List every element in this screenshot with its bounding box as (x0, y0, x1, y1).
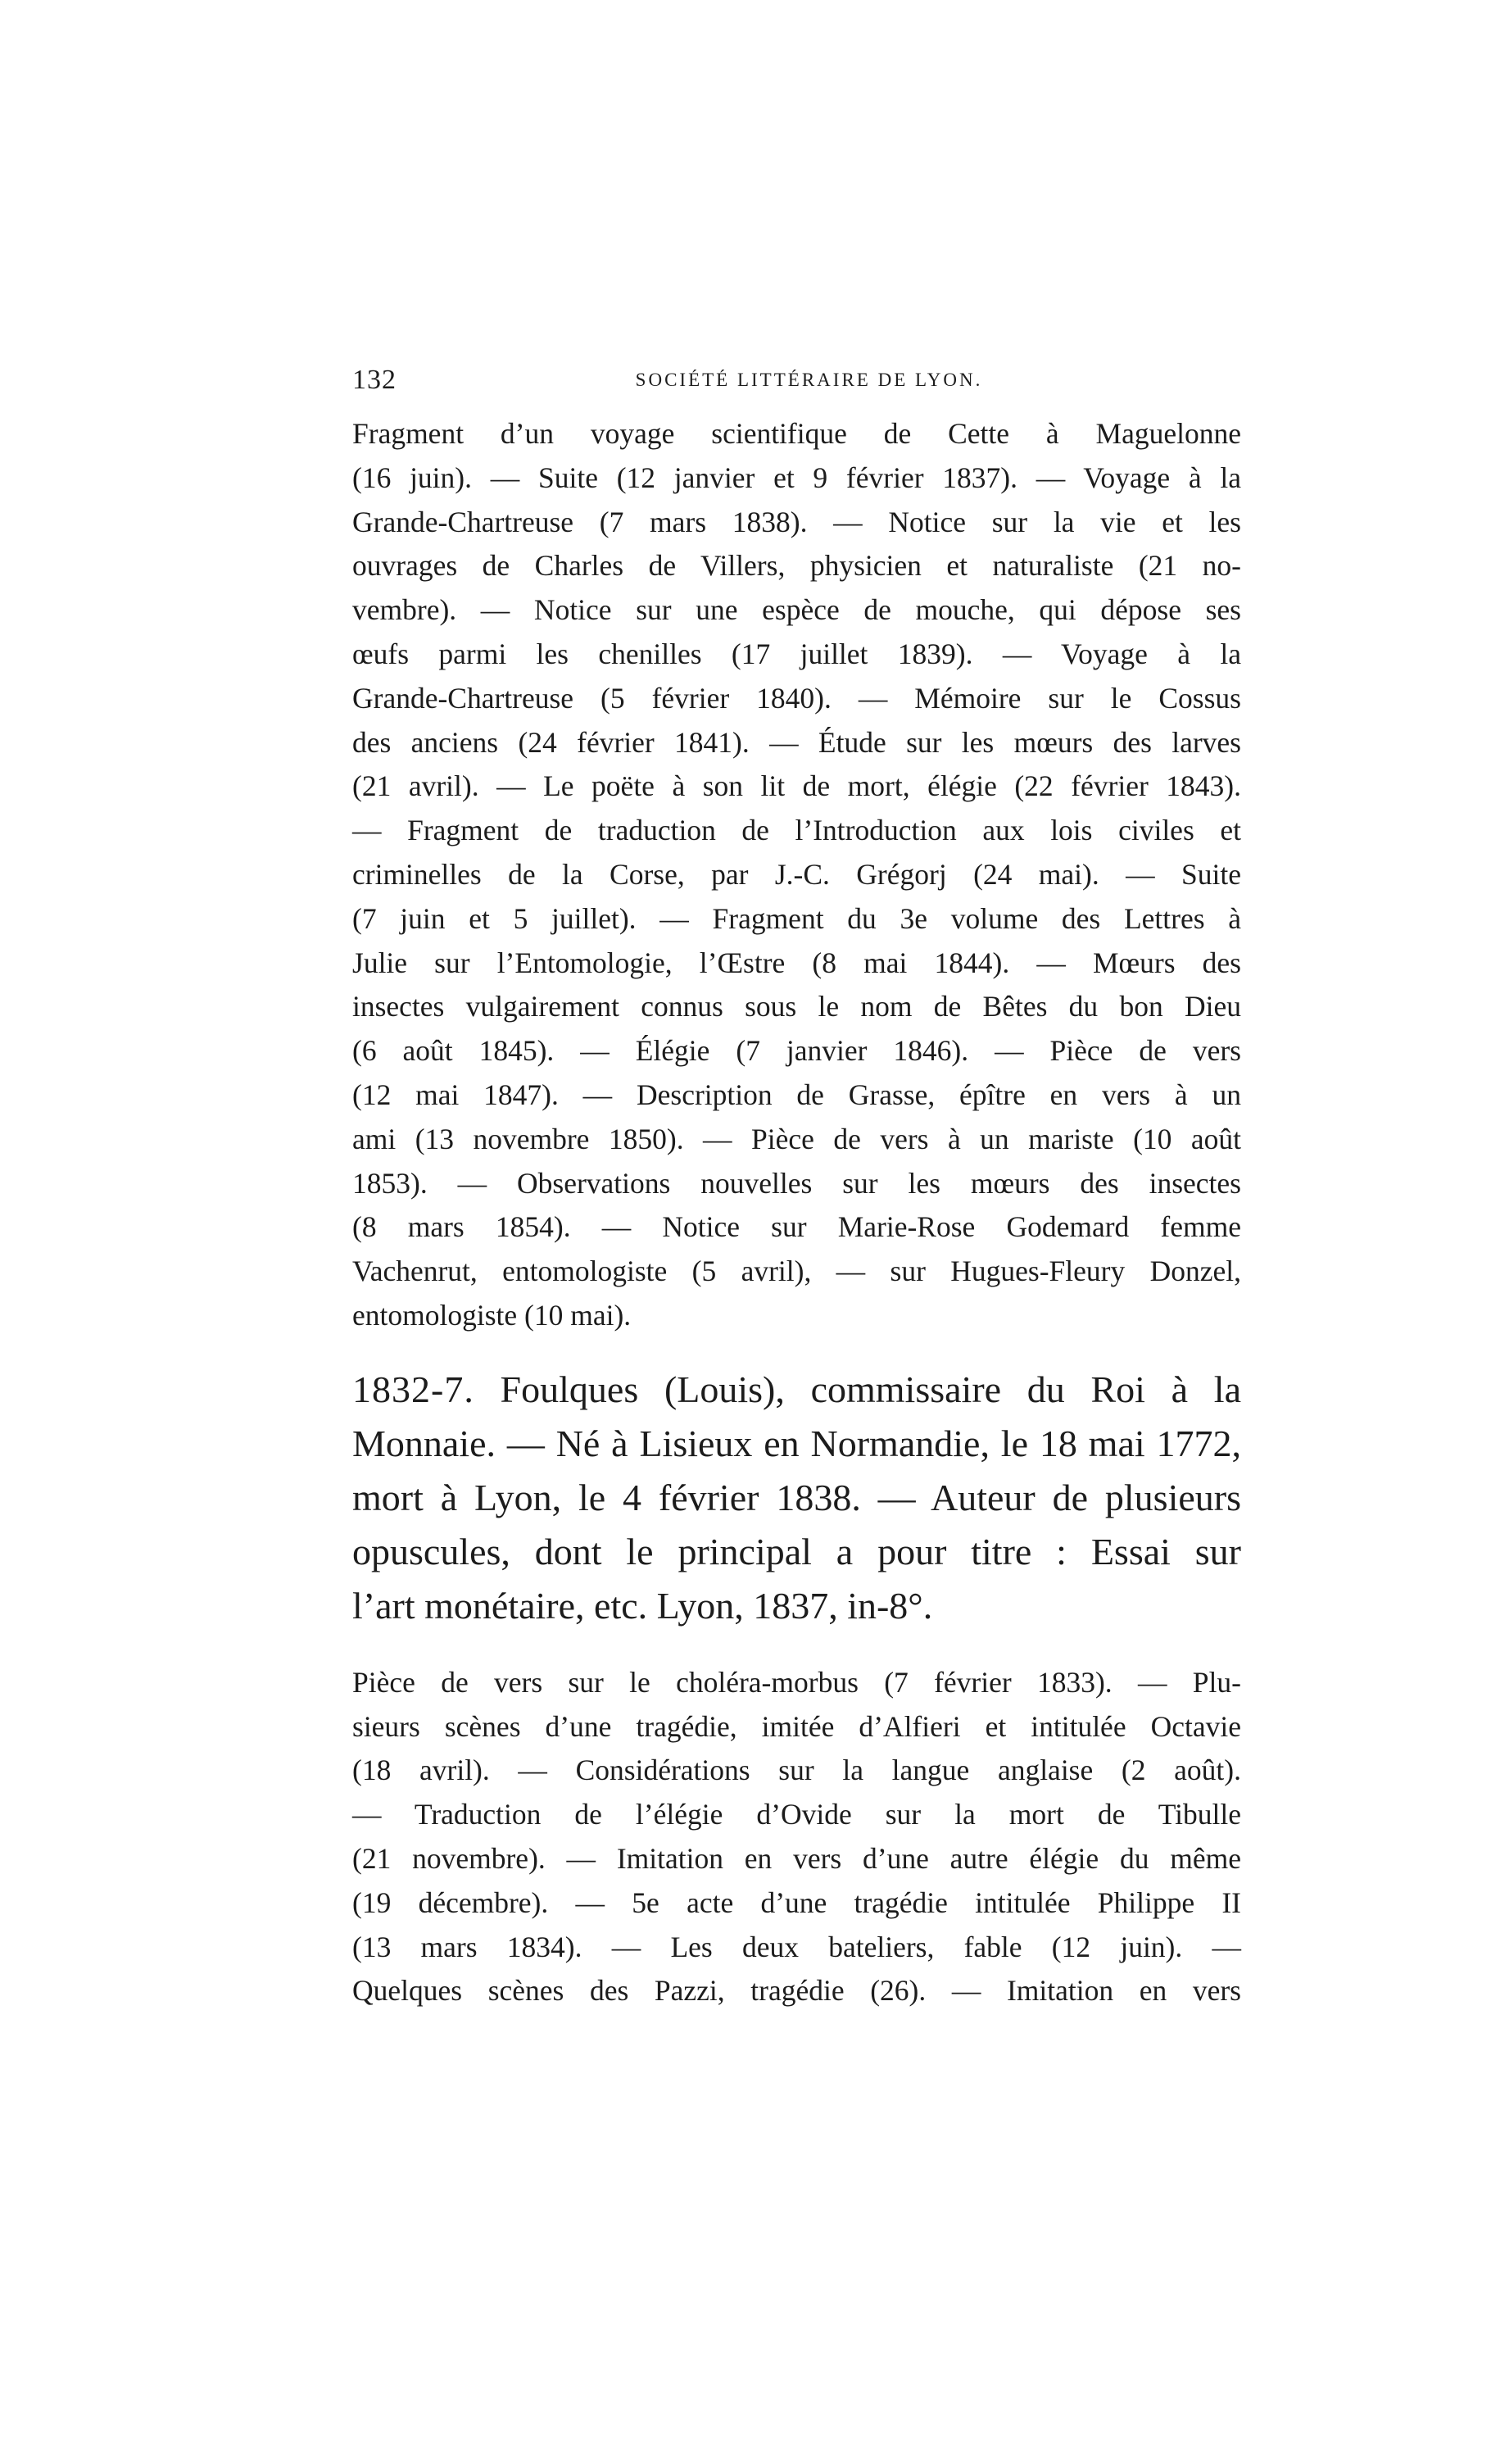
text-line: vembre). — Notice sur une espèce de mouche, qui dépose ses (352, 593, 1241, 627)
entry-heading: Foulques (Louis), commissaire du Roi à la (500, 1368, 1242, 1410)
text-line: criminelles de la Corse, par J.-C. Grégorj (24 mai). — Suite (352, 857, 1241, 891)
book-page (352, 365, 1241, 2013)
text-line: Fragment d’un voyage scientifique de Cette à Maguelonne (352, 417, 1241, 450)
text-line: — Traduction de l’élégie d’Ovide sur la mort de Tibulle (352, 1798, 1241, 1831)
text-line: l’art monétaire, etc. Lyon, 1837, in-8°. (352, 1584, 933, 1627)
text-line: des anciens (24 février 1841). — Étude sur les mœurs des larves (352, 725, 1241, 759)
works-list-paragraph (352, 412, 1241, 1338)
text-line: (13 mars 1834). — Les deux bateliers, fable (12 juin). — (352, 1930, 1241, 1963)
running-title: SOCIÉTÉ LITTÉRAIRE DE LYON. (635, 370, 983, 390)
works-list-paragraph-2 (352, 1661, 1241, 2013)
text-line: sieurs scènes d’une tragédie, imitée d’Alfieri et intitulée Octavie (352, 1709, 1241, 1743)
text-line: (21 novembre). — Imitation en vers d’une autre élégie du même (352, 1841, 1241, 1875)
text-line: entomologiste (10 mai). (352, 1298, 632, 1332)
biographical-entry (352, 1363, 1241, 1633)
entry-number: 1832-7. (352, 1368, 474, 1410)
text-line: (16 juin). — Suite (12 janvier et 9 février 1837). — Voyage à la (352, 461, 1241, 494)
text-line: Monnaie. — Né à Lisieux en Normandie, le 18 mai 1772, (352, 1422, 1241, 1464)
text-line: Quelques scènes des Pazzi, tragédie (26). — Imitation en vers (352, 1974, 1241, 2008)
text-line: mort à Lyon, le 4 février 1838. — Auteur de plusieurs (352, 1476, 1241, 1518)
text-line: Vachenrut, entomologiste (5 avril), — sur Hugues-Fleury Donzel, (352, 1255, 1241, 1288)
text-line: (7 juin et 5 juillet). — Fragment du 3e volume des Lettres à (352, 901, 1241, 935)
text-line: (18 avril). — Considérations sur la langue anglaise (2 août). (352, 1754, 1241, 1787)
text-line: (6 août 1845). — Élégie (7 janvier 1846). — Pièce de vers (352, 1034, 1241, 1068)
text-line: (21 avril). — Le poëte à son lit de mort, élégie (22 février 1843). (352, 769, 1241, 803)
text-line: ami (13 novembre 1850). — Pièce de vers à un mariste (10 août (352, 1122, 1241, 1155)
text-line: (12 mai 1847). — Description de Grasse, épître en vers à un (352, 1078, 1241, 1111)
text-line: (8 mars 1854). — Notice sur Marie-Rose Godemard femme (352, 1210, 1241, 1244)
text-line: (19 décembre). — 5e acte d’une tragédie intitulée Philippe II (352, 1885, 1241, 1919)
entry-first-line (352, 1363, 1241, 1417)
text-line: insectes vulgairement connus sous le nom de Bêtes du bon Dieu (352, 990, 1241, 1023)
text-line: Pièce de vers sur le choléra-morbus (7 février 1833). — Plu- (352, 1665, 1241, 1699)
text-line: ouvrages de Charles de Villers, physicien et naturaliste (21 no- (352, 549, 1241, 583)
text-line: œufs parmi les chenilles (17 juillet 1839). — Voyage à la (352, 637, 1241, 670)
text-line: Julie sur l’Entomologie, l’Œstre (8 mai 1844). — Mœurs des (352, 946, 1241, 979)
running-head (352, 365, 1241, 397)
page-number: 132 (352, 365, 397, 395)
text-line: — Fragment de traduction de l’Introduction aux lois civiles et (352, 814, 1241, 847)
text-line: opuscules, dont le principal a pour titre : Essai sur (352, 1530, 1241, 1572)
text-line: Grande-Chartreuse (5 février 1840). — Mémoire sur le Cossus (352, 681, 1241, 715)
text-line: Grande-Chartreuse (7 mars 1838). — Notice sur la vie et les (352, 505, 1241, 538)
text-line: 1853). — Observations nouvelles sur les mœurs des insectes (352, 1166, 1241, 1200)
